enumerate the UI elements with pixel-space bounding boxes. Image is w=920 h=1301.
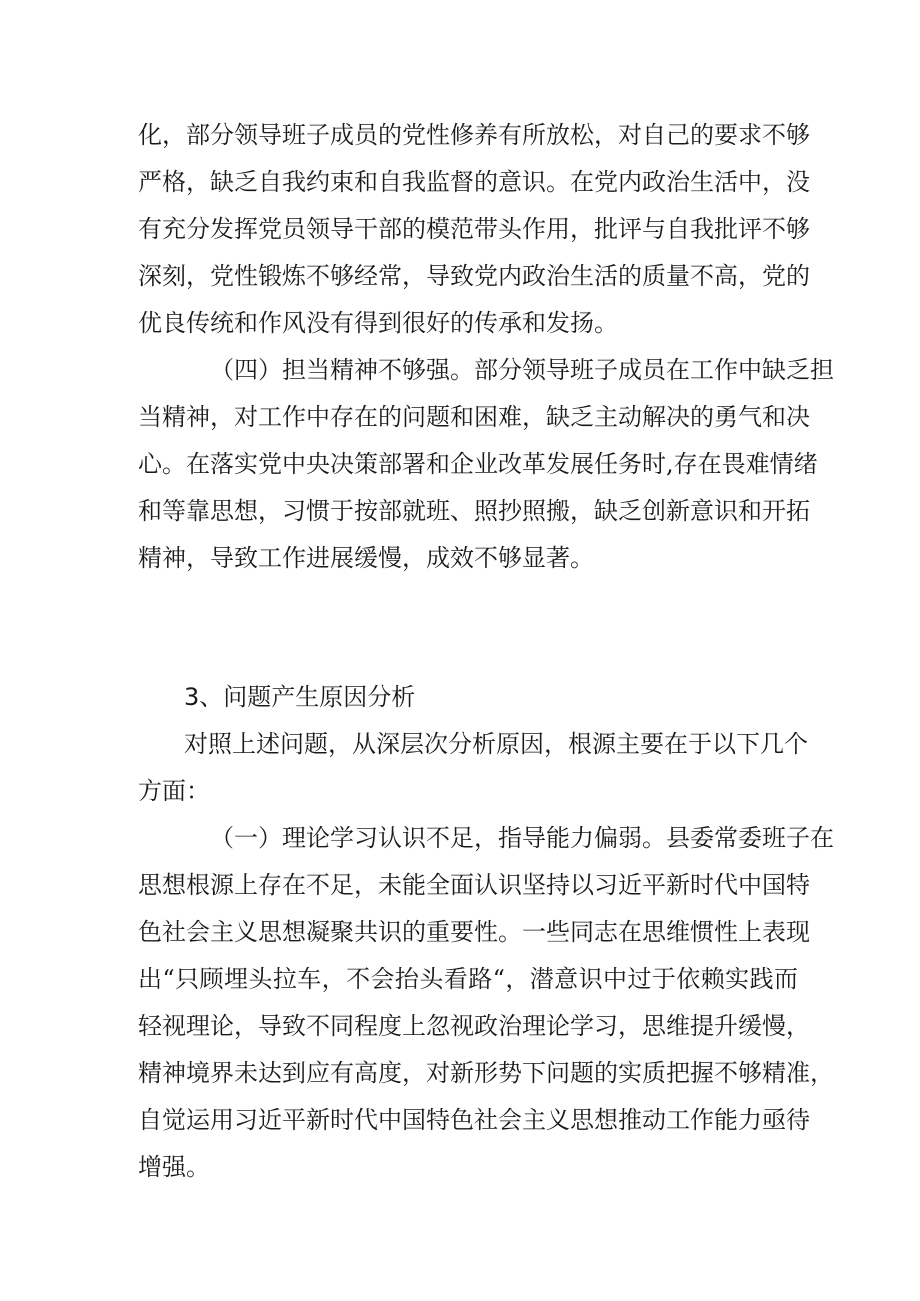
- paragraph-4-line-5: 轻视理论，导致不同程度上忽视政治理论学习，思维提升缓慢，: [138, 1012, 810, 1040]
- section-heading: 3、问题产生原因分析: [184, 683, 416, 711]
- paragraph-1-line-4: 深刻，党性锻炼不够经常，导致党内政治生活的质量不高，党的: [138, 262, 810, 290]
- paragraph-1-line-2: 严格，缺乏自我约束和自我监督的意识。在党内政治生活中，没: [138, 168, 810, 196]
- paragraph-2-line-4: 和等靠思想，习惯于按部就班、照抄照搬，缺乏创新意识和开拓: [138, 497, 810, 525]
- paragraph-2-line-1: （四）担当精神不够强。部分领导班子成员在工作中缺乏担: [210, 356, 834, 384]
- paragraph-1-line-3: 有充分发挥党员领导干部的模范带头作用，批评与自我批评不够: [138, 215, 810, 243]
- paragraph-3-line-2: 方面：: [138, 777, 210, 805]
- paragraph-2-line-2: 当精神，对工作中存在的问题和困难，缺乏主动解决的勇气和决: [138, 403, 810, 431]
- paragraph-2-line-5: 精神，导致工作进展缓慢，成效不够显著。: [138, 544, 594, 572]
- paragraph-1-line-5: 优良传统和作风没有得到很好的传承和发扬。: [138, 309, 618, 337]
- paragraph-3-line-1: 对照上述问题，从深层次分析原因，根源主要在于以下几个: [184, 730, 808, 758]
- paragraph-4-line-8: 增强。: [138, 1153, 210, 1181]
- paragraph-4-line-6: 精神境界未达到应有高度，对新形势下问题的实质把握不够精准，: [138, 1059, 834, 1087]
- paragraph-4-line-4: 出“只顾埋头拉车，不会抬头看路“，潜意识中过于依赖实践而: [138, 965, 798, 993]
- paragraph-4-line-3: 色社会主义思想凝聚共识的重要性。一些同志在思维惯性上表现: [138, 918, 810, 946]
- paragraph-4-line-7: 自觉运用习近平新时代中国特色社会主义思想推动工作能力亟待: [138, 1106, 810, 1134]
- paragraph-1-line-1: 化，部分领导班子成员的党性修养有所放松，对自己的要求不够: [138, 121, 810, 149]
- paragraph-2-line-3: 心。在落实党中央决策部署和企业改革发展任务时,存在畏难情绪: [138, 450, 818, 478]
- paragraph-4-line-2: 思想根源上存在不足，未能全面认识坚持以习近平新时代中国特: [138, 871, 810, 899]
- paragraph-4-line-1: （一）理论学习认识不足，指导能力偏弱。县委常委班子在: [210, 824, 834, 852]
